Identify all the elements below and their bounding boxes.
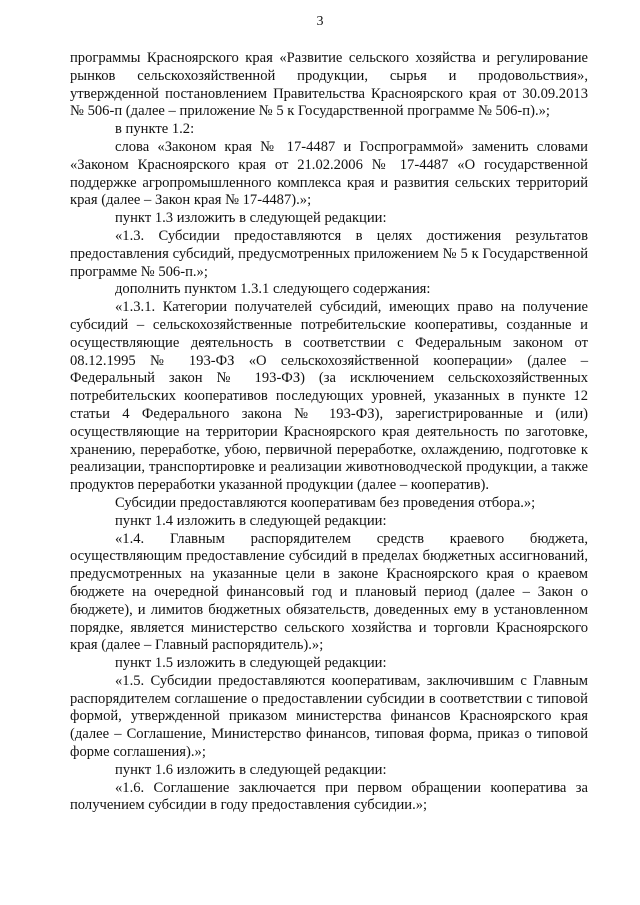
paragraph: пункт 1.3 изложить в следующей редакции: <box>115 210 387 227</box>
paragraph: «1.5. Субсидии предоставляются кооперативам, заключившим с Главным распорядителем соглашение о предоставлении субсидии в соответствии с типовой формой, утвержденной приказом министерства финансов Красноярского края (далее – Соглашение, Министерство финансов, типовая форма, приказ о типовой форме соглашения).»; <box>70 672 588 761</box>
paragraph: «1.6. Соглашение заключается при первом обращении кооператива за получением субсидии в году предоставления субсидии.»; <box>70 779 588 814</box>
paragraph: Субсидии предоставляются кооперативам без проведения отбора.»; <box>115 494 536 511</box>
document-body <box>70 50 588 815</box>
paragraph: пункт 1.5 изложить в следующей редакции: <box>115 655 387 672</box>
paragraph: «1.3.1. Категории получателей субсидий, имеющих право на получение субсидий – сельскохозяйственные потребительские кооперативы, созданные и осуществляющие деятельность в соответствии с Федеральным законом от 08.12.1995 № 193-ФЗ «О сельскохозяйственной кооперации» (далее – Федеральный закон № 193-ФЗ) (за исключением сельскохозяйственных потребительских кооперативов последующих уровней, указанных в пункте 12 статьи 4 Федерального закона № 193-ФЗ), зарегистрированные и (или) осуществляющие на территории Красноярского края деятельность по заготовке, хранению, переработке, убою, первичной переработке, охлаждению, подготовке к реализации, транспортировке и реализации животноводческой продукции, а также продуктов переработки указанной продукции (далее – кооператив). <box>70 299 588 494</box>
paragraph: пункт 1.6 изложить в следующей редакции: <box>115 761 387 778</box>
paragraph: слова «Законом края № 17-4487 и Госпрограммой» заменить словами «Законом Красноярского края от 21.02.2006 № 17-4487 «О государственной поддержке агропромышленного комплекса края и развития сельских территорий края (далее – Закон края № 17-4487).»; <box>70 138 588 209</box>
page-number: 3 <box>316 14 324 29</box>
paragraph: «1.4. Главным распорядителем средств краевого бюджета, осуществляющим предоставление субсидий в пределах бюджетных ассигнований, предусмотренных на указанные цели в законе Красноярского края о краевом бюджете на очередной финансовый год и плановый период (далее – Закон о бюджете), и лимитов бюджетных обязательств, доведенных ему в установленном порядке, является министерство сельского хозяйства и торговли Красноярского края (далее – Главный распорядитель).»; <box>70 530 588 654</box>
paragraph: пункт 1.4 изложить в следующей редакции: <box>115 512 387 529</box>
paragraph: «1.3. Субсидии предоставляются в целях достижения результатов предоставления субсидий, предусмотренных приложением № 5 к Государственной программе № 506-п.»; <box>70 227 588 280</box>
paragraph: дополнить пунктом 1.3.1 следующего содержания: <box>115 281 431 298</box>
paragraph: программы Красноярского края «Развитие сельского хозяйства и регулирование рынков сельскохозяйственной продукции, сырья и продовольствия», утвержденной постановлением Правительства Красноярского края от 30.09.2013 № 506-п (далее – приложение № 5 к Государственной программе № 506-п).»; <box>70 50 588 120</box>
paragraph: в пункте 1.2: <box>115 121 195 138</box>
